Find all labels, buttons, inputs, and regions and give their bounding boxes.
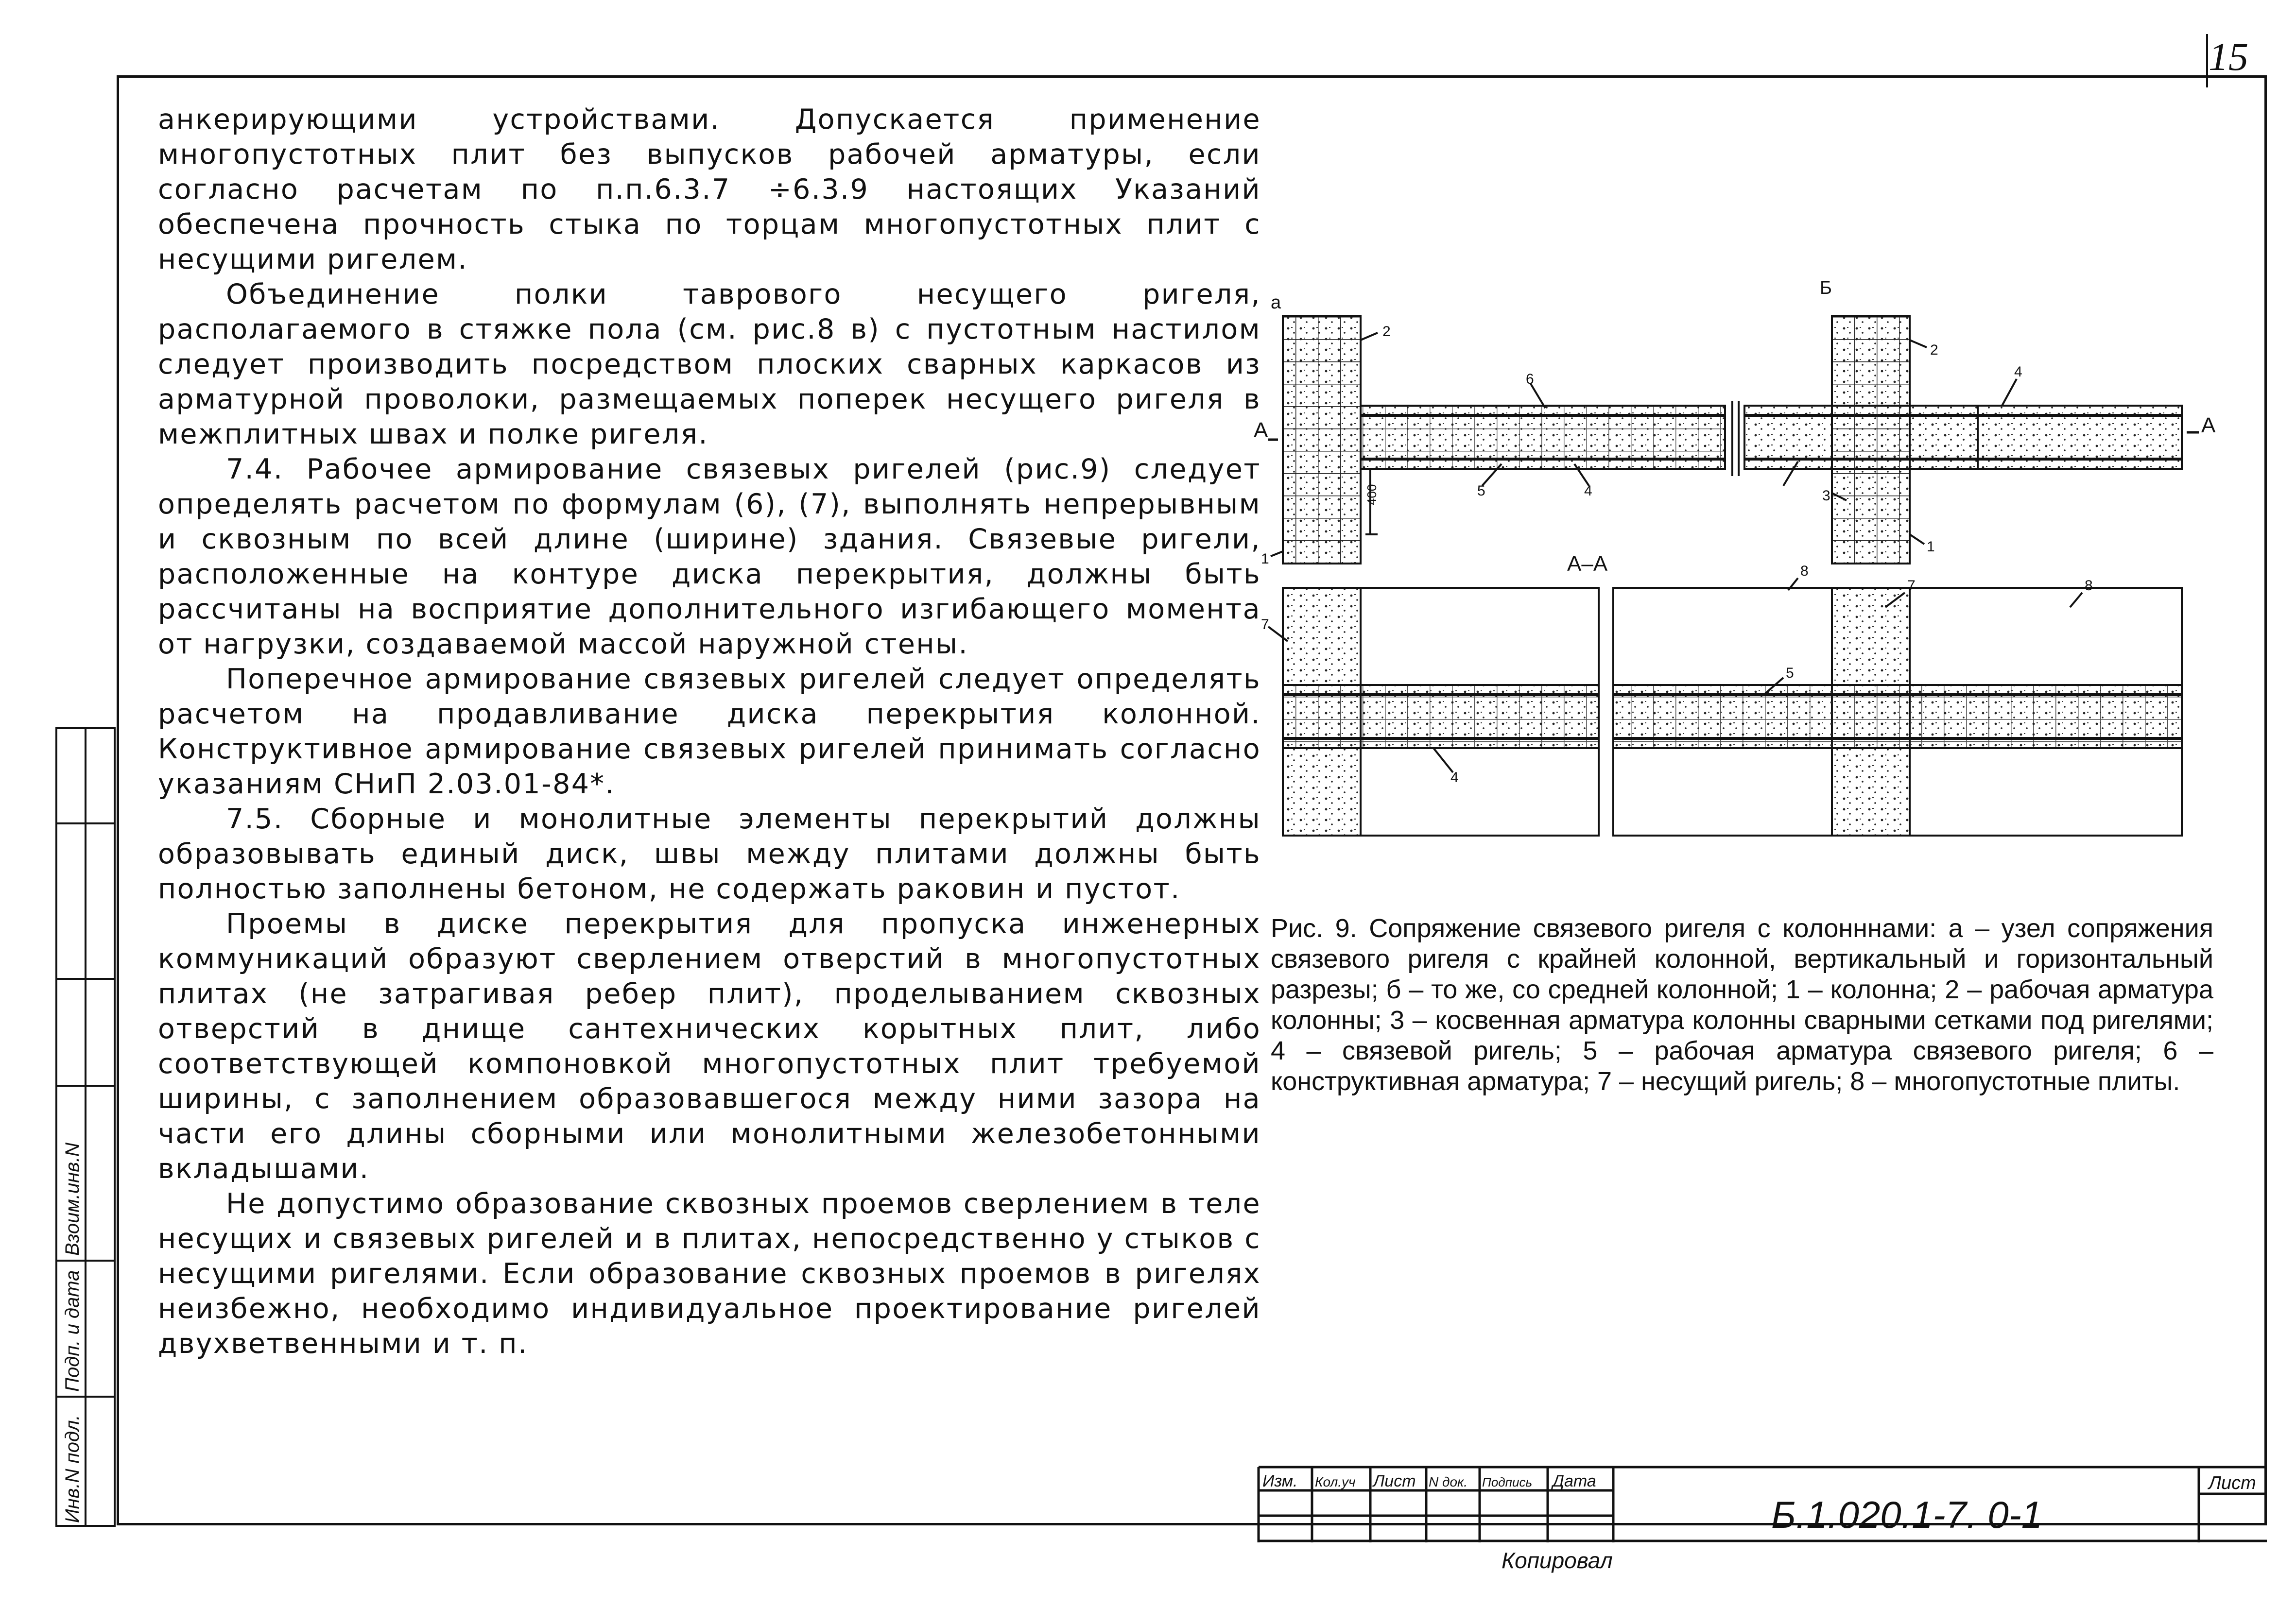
callout-2-right: 2 bbox=[1930, 342, 1938, 358]
figure-9-caption: Рис. 9. Сопряжение связевого ригеля с колонннами: а – узел сопряжения связевого ригеля с крайней колонной, вертикальный и горизонтальный разрезы; б – то же, со средней колонной; 1 – колонна; 2 – рабочая арматура колонны; 3 – косвенная арматура колонны сварными сетками под ригелями; 4 – связевой ригель; 5 – рабочая арматура связевого ригеля; 6 – конструктивная арматура; 7 – несущий ригель; 8 – многопустотные плиты. bbox=[1271, 914, 2213, 1096]
tb-header-data: Дата bbox=[1553, 1472, 1596, 1490]
paragraph-5: 7.5. Сборные и монолитные элементы перекрытий должны образовывать единый диск, швы между плитами должны быть полностью заполнены бетоном, не содержать раковин и пустот. bbox=[158, 803, 1261, 905]
page-number-divider bbox=[2206, 34, 2208, 87]
tb-header-list: Лист bbox=[1373, 1472, 1416, 1490]
tb-header-kol: Кол.уч bbox=[1315, 1474, 1356, 1489]
section-label: А–А bbox=[1567, 552, 1608, 576]
label-a: а bbox=[1271, 292, 1281, 313]
callout-4-mid: 4 bbox=[1584, 483, 1592, 499]
paragraph-2: Объединение полки таврового несущего ригеля, располагаемого в стяжке пола (см. рис.8 в) с пустотным настилом следует производить посредством плоских сварных каркасов из арматурной проволоки, размещаемых поперек несущего ригеля в межплитных швах и полке ригеля. bbox=[158, 278, 1261, 450]
callout-7-right: 7 bbox=[1907, 578, 1916, 594]
callout-4-top: 4 bbox=[2014, 364, 2022, 380]
callout-6: 6 bbox=[1526, 371, 1534, 387]
stamp-inv-podl: Инв.N подл. bbox=[62, 1415, 83, 1523]
tb-header-izm: Изм. bbox=[1262, 1472, 1298, 1490]
callout-8-left: 8 bbox=[1800, 563, 1809, 579]
callout-5-top: 5 bbox=[1477, 483, 1485, 499]
callout-7-left: 7 bbox=[1261, 616, 1269, 633]
callout-1-left: 1 bbox=[1261, 551, 1269, 567]
cut-mark-right: А bbox=[2201, 413, 2216, 437]
side-stamp bbox=[54, 726, 117, 1528]
body-text bbox=[158, 102, 1261, 1361]
callout-5-bottom: 5 bbox=[1786, 665, 1794, 681]
callout-2-left: 2 bbox=[1382, 324, 1391, 340]
paragraph-7: Не допустимо образование сквозных проемов сверлением в теле несущих и связевых ригелей и в плитах, непосредственно у стыков с несущими ригелями. Если образование сквозных проемов в ригелях неизбежно, необходимо индивидуальное проектирование ригелей двухветвенными и т. п. bbox=[158, 1188, 1261, 1360]
tb-header-ndok: N док. bbox=[1429, 1474, 1468, 1489]
tb-designation: Б.1.020.1-7. 0-1 bbox=[1771, 1493, 2043, 1536]
callout-3: 3 bbox=[1822, 488, 1830, 504]
label-b: Б bbox=[1820, 278, 1832, 298]
figure-9-drawing bbox=[1254, 272, 2216, 860]
paragraph-6: Проемы в диске перекрытия для пропуска инженерных коммуникаций образуют сверлением отверстий в многопустотных плитах (не затрагивая ребер плит), проделыванием сквозных отверстий в днище сантехнических корытных плит, либо соответствующей компоновкой многопустотных плит требуемой ширины, с заполнением образовавшегося между ними зазора на части его длины сборными или монолитными железобетонными вкладышами. bbox=[158, 908, 1261, 1185]
page-number: 15 bbox=[2209, 34, 2248, 79]
paragraph-1: анкерирующими устройствами. Допускается применение многопустотных плит без выпусков рабочей арматуры, если согласно расчетам по п.п.6.3.7 ÷6.3.9 настоящих Указаний обеспечена прочность стыка по торцам многопустотных плит с несущими ригелем. bbox=[158, 103, 1261, 275]
callout-4-bottom: 4 bbox=[1450, 769, 1459, 786]
stamp-vzaim-inv: Взоим.инв.N bbox=[62, 1143, 83, 1256]
copied-label: Копировал bbox=[1502, 1548, 1613, 1573]
title-block bbox=[1259, 1467, 2267, 1542]
callout-1-right: 1 bbox=[1927, 539, 1935, 555]
paragraph-4: Поперечное армирование связевых ригелей следует определять расчетом на продавливание диска перекрытия колонной. Конструктивное армирование связевых ригелей принимать согласно указаниям СНиП 2.03.01-84*. bbox=[158, 663, 1261, 800]
tb-sheet-label: Лист bbox=[2209, 1473, 2256, 1493]
stamp-podp-data: Подп. и дата bbox=[62, 1270, 83, 1392]
paragraph-3: 7.4. Рабочее армирование связевых ригелей (рис.9) следует определять расчетом по формулам (6), (7), выполнять непрерывным и сквозным по всей длине (ширине) здания. Связевые ригели, расположенные на контуре диска перекрытия, должны быть рассчитаны на восприятие дополнительного изгибающего момента от нагрузки, создаваемой массой наружной стены. bbox=[158, 453, 1261, 660]
tb-header-podpis: Подпись bbox=[1482, 1475, 1533, 1489]
dimension-label: 400 bbox=[1364, 484, 1379, 505]
cut-mark-left: А bbox=[1254, 418, 1268, 442]
callout-8-right: 8 bbox=[2085, 578, 2093, 594]
